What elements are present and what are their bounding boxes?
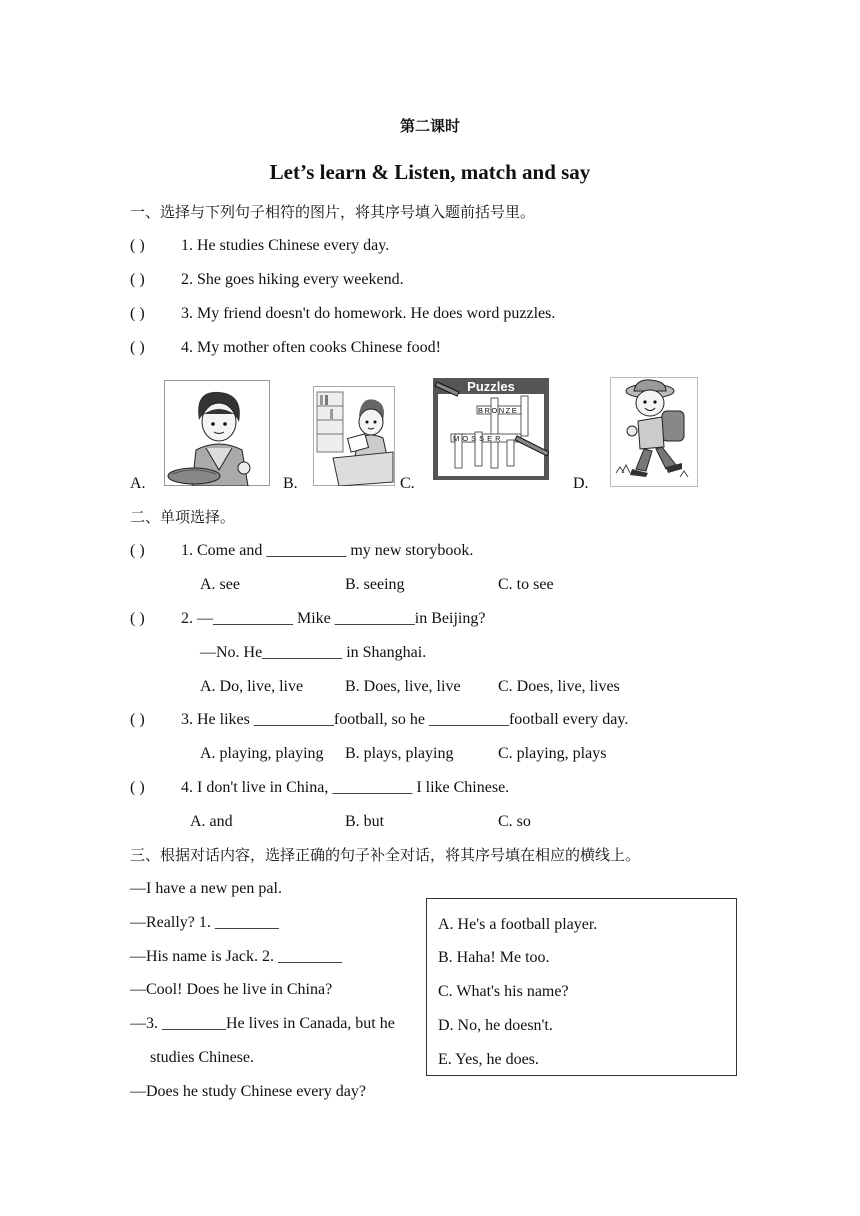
dialogue-line-6: —Does he study Chinese every day? xyxy=(130,1083,366,1100)
part1-item-1-paren: ( ) xyxy=(130,237,145,254)
q2-option-c: C. Does, live, lives xyxy=(498,678,620,695)
q2-text: 2. —__________ Mike __________in Beijing? xyxy=(181,610,486,627)
q2-line2: —No. He__________ in Shanghai. xyxy=(200,644,427,661)
option-e: E. Yes, he does. xyxy=(438,1051,539,1068)
q1-option-a: A. see xyxy=(200,576,240,593)
dialogue-line-1: —I have a new pen pal. xyxy=(130,880,282,897)
q1-paren: ( ) xyxy=(130,542,145,559)
q1-option-c: C. to see xyxy=(498,576,554,593)
option-c: C. What's his name? xyxy=(438,983,569,1000)
q4-option-b: B. but xyxy=(345,813,385,830)
option-d: D. No, he doesn't. xyxy=(438,1017,553,1034)
part2-instruction: 二、单项选择。 xyxy=(130,508,236,526)
q3-paren: ( ) xyxy=(130,711,145,728)
picture-b-studying xyxy=(313,386,395,486)
q2-paren: ( ) xyxy=(130,610,145,627)
puzzle-word-bronze: BRONZE xyxy=(478,406,519,415)
dialogue-line-3: —His name is Jack. 2. ________ xyxy=(130,948,342,965)
q4-option-a: A. and xyxy=(190,813,233,830)
picture-c-puzzles xyxy=(433,378,549,480)
picture-label-a: A. xyxy=(130,475,146,492)
q4-paren: ( ) xyxy=(130,779,145,796)
q3-option-a: A. playing, playing xyxy=(200,745,324,762)
part1-item-3-paren: ( ) xyxy=(130,305,145,322)
q4-option-c: C. so xyxy=(498,813,531,830)
part1-item-2: 2. She goes hiking every weekend. xyxy=(181,271,404,288)
part1-item-4-paren: ( ) xyxy=(130,339,145,356)
puzzle-title: Puzzles xyxy=(467,379,515,394)
part1-item-2-paren: ( ) xyxy=(130,271,145,288)
q2-option-b: B. Does, live, live xyxy=(345,678,461,695)
lesson-title-cn: 第二课时 xyxy=(399,117,460,135)
picture-label-c: C. xyxy=(400,475,415,492)
option-b: B. Haha! Me too. xyxy=(438,949,550,966)
picture-a-cooking xyxy=(164,380,270,486)
part1-item-1: 1. He studies Chinese every day. xyxy=(181,237,390,254)
q1-text: 1. Come and __________ my new storybook. xyxy=(181,542,474,559)
dialogue-line-5: —3. ________He lives in Canada, but he xyxy=(130,1015,395,1032)
lesson-title-en: Let’s learn & Listen, match and say xyxy=(269,160,591,184)
picture-d-hiking xyxy=(610,377,698,487)
picture-label-d: D. xyxy=(573,475,589,492)
dialogue-line-5-cont: studies Chinese. xyxy=(150,1049,254,1066)
q4-text: 4. I don't live in China, __________ I like Chinese. xyxy=(181,779,510,796)
q3-option-b: B. plays, playing xyxy=(345,745,454,762)
puzzle-word-mosser: MOSSER xyxy=(453,434,504,443)
part1-item-3: 3. My friend doesn't do homework. He does word puzzles. xyxy=(181,305,556,322)
q2-option-a: A. Do, live, live xyxy=(200,678,304,695)
part1-instruction: 一、选择与下列句子相符的图片，将其序号填入题前括号里。 xyxy=(130,203,536,221)
option-a: A. He's a football player. xyxy=(438,916,598,933)
part3-instruction: 三、根据对话内容，选择正确的句子补全对话，将其序号填在相应的横线上。 xyxy=(130,846,641,864)
picture-label-b: B. xyxy=(283,475,298,492)
dialogue-line-4: —Cool! Does he live in China? xyxy=(130,981,333,998)
q1-option-b: B. seeing xyxy=(345,576,405,593)
q3-text: 3. He likes __________football, so he __________football every day. xyxy=(181,711,629,728)
dialogue-line-2: —Really? 1. ________ xyxy=(130,914,279,931)
part1-item-4: 4. My mother often cooks Chinese food! xyxy=(181,339,441,356)
q3-option-c: C. playing, plays xyxy=(498,745,607,762)
